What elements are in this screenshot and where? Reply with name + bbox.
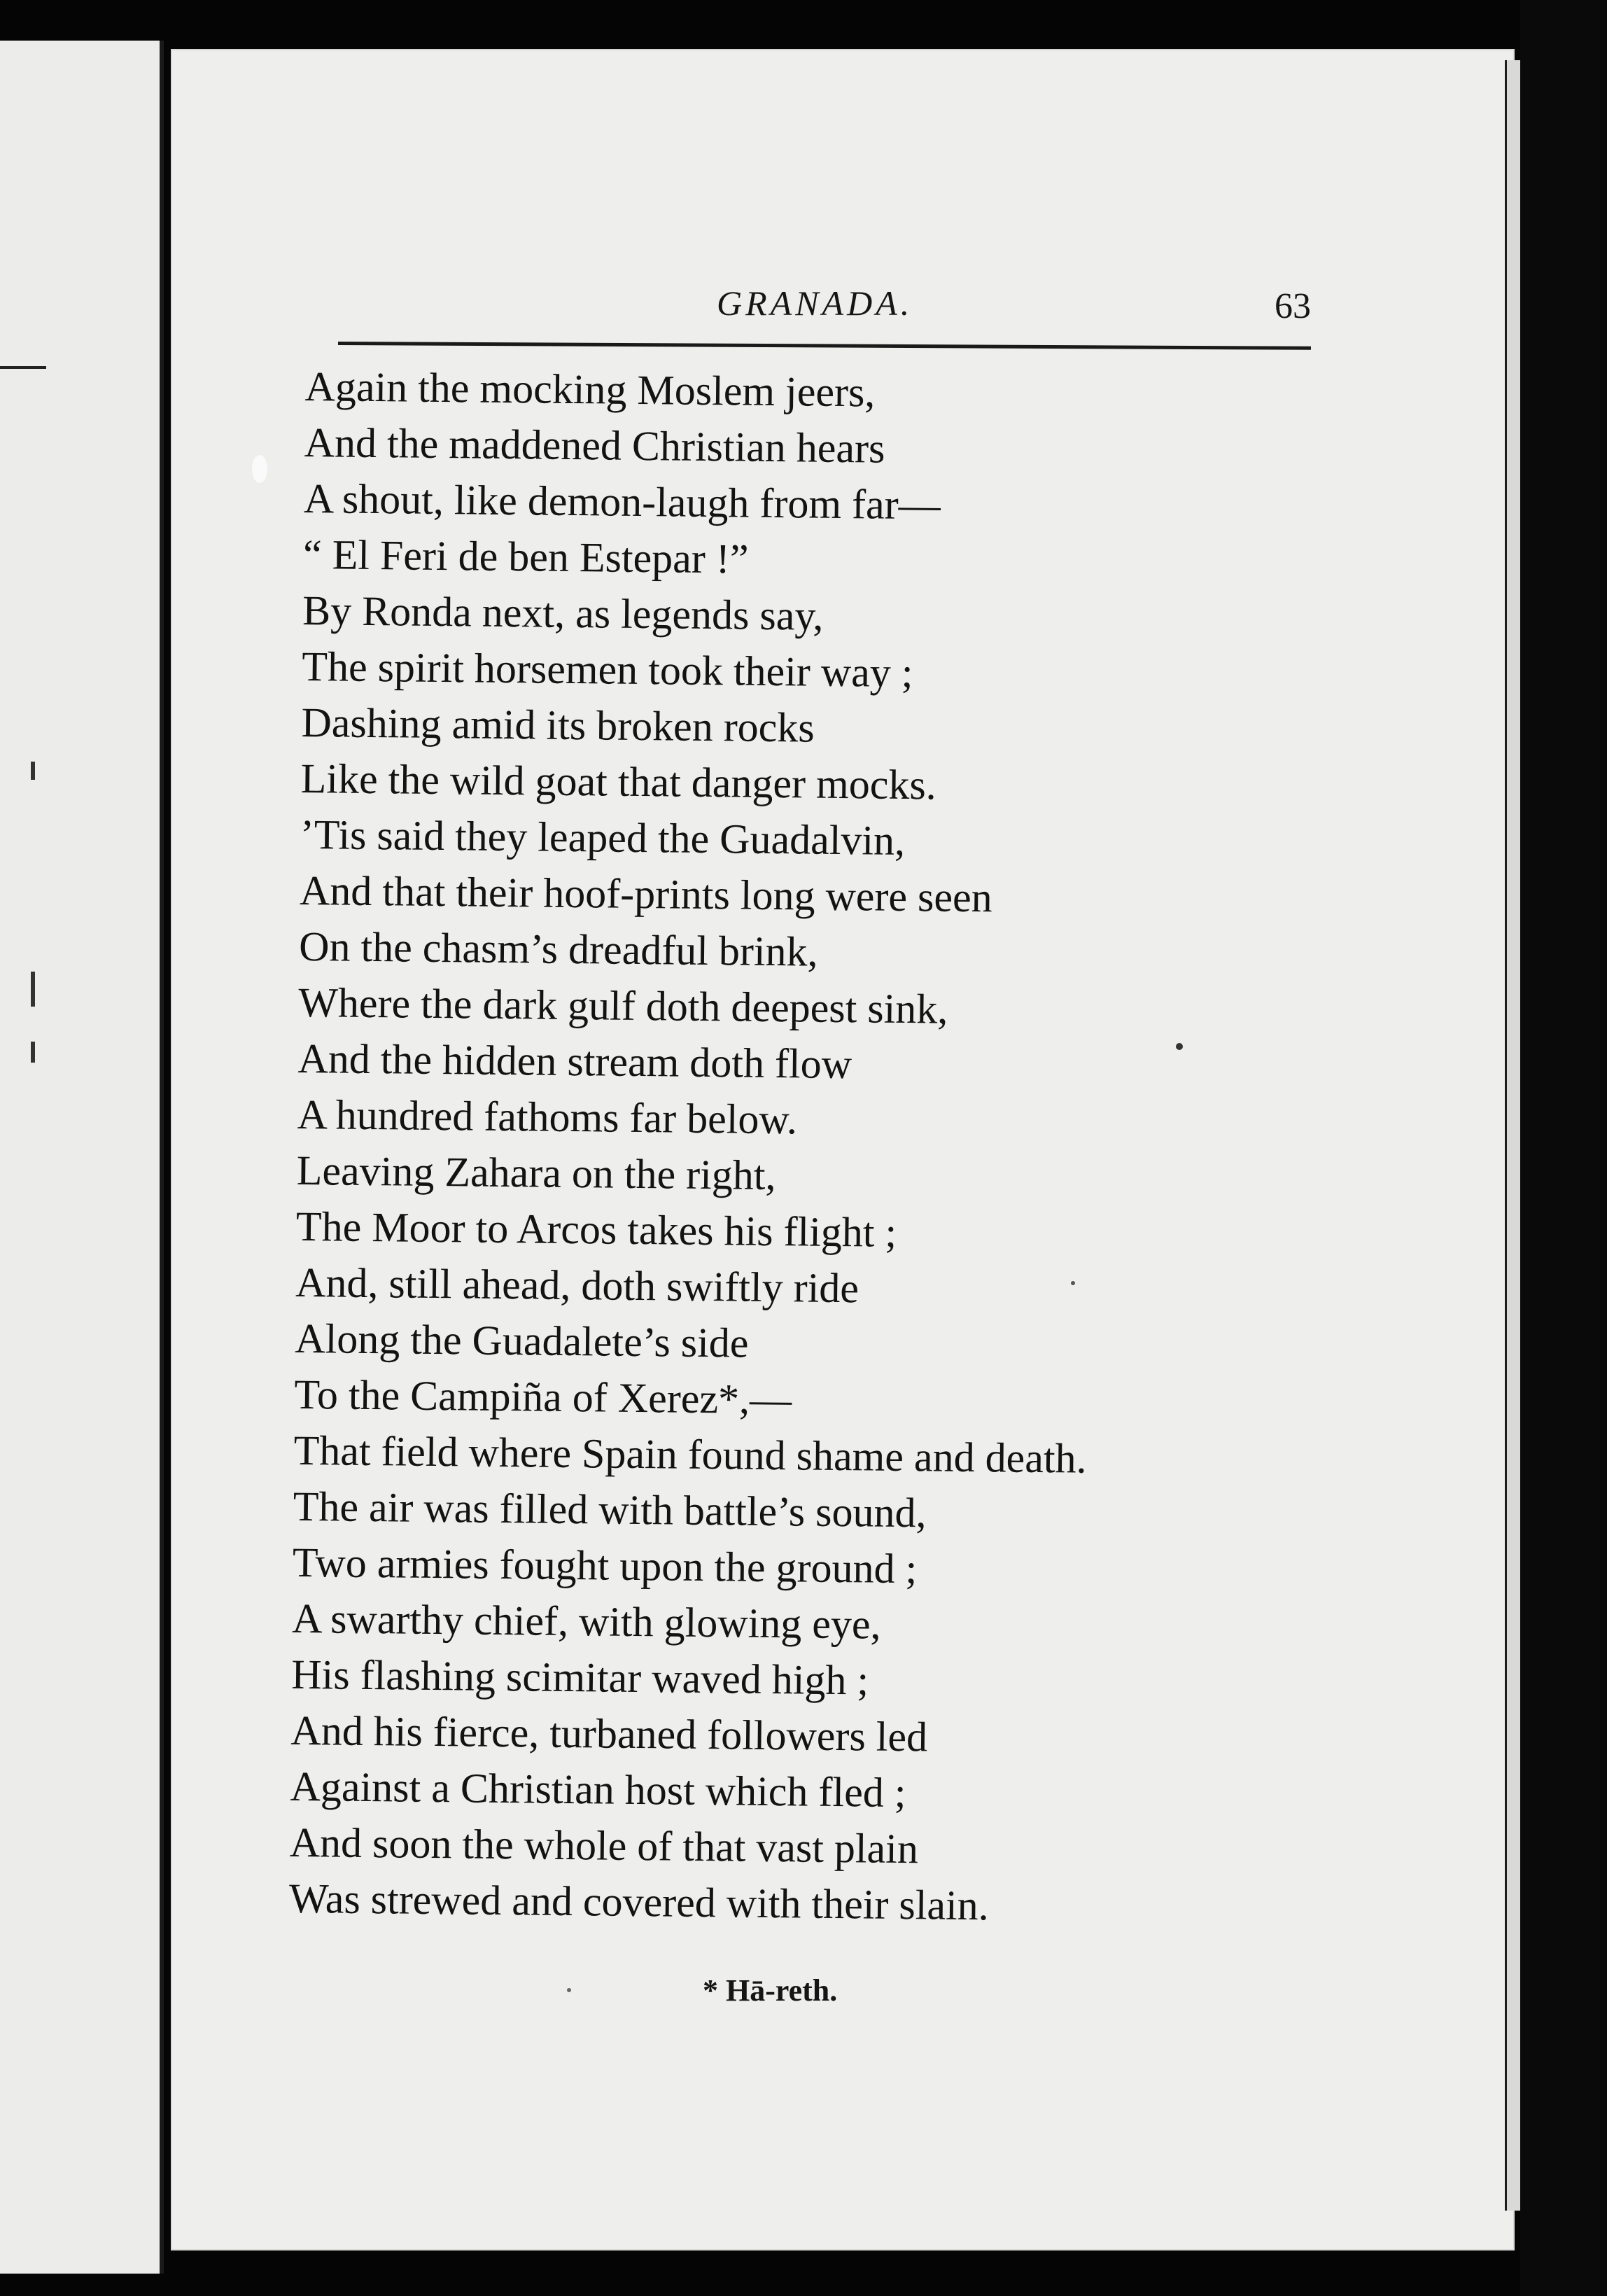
poem-line: That field where Spain found shame and death. xyxy=(293,1427,1087,1482)
poem-line: Was strewed and covered with their slain. xyxy=(288,1875,990,1929)
poem-line: The Moor to Arcos takes his flight ; xyxy=(295,1203,897,1256)
footnote: * Hā-reth. xyxy=(703,1973,838,2008)
poem-line: Along the Guadalete’s side xyxy=(294,1315,749,1366)
header-rule xyxy=(338,342,1311,350)
poem-line: And, still ahead, doth swiftly ride xyxy=(295,1259,859,1312)
poem-line: Leaving Zahara on the right, xyxy=(296,1147,776,1199)
poem-line: And that their hoof-prints long were seen xyxy=(299,867,993,921)
poem-text xyxy=(289,358,1313,1937)
poem-line: The spirit horsemen took their way ; xyxy=(302,643,913,696)
running-title: GRANADA. xyxy=(717,284,913,323)
poem-line: By Ronda next, as legends say, xyxy=(302,587,824,639)
poem-line: Where the dark gulf doth deepest sink, xyxy=(298,979,948,1032)
poem-line: On the chasm’s dreadful brink, xyxy=(298,923,818,975)
poem-line: A swarthy chief, with glowing eye, xyxy=(291,1595,881,1648)
poem-line: The air was filled with battle’s sound, xyxy=(293,1483,927,1536)
previous-page-mark xyxy=(31,1042,35,1063)
poem-line: His flashing scimitar waved high ; xyxy=(290,1651,869,1704)
poem-line: Against a Christian host which fled ; xyxy=(290,1763,906,1816)
poem-line: To the Campiña of Xerez*,— xyxy=(294,1371,792,1423)
poem-line: Dashing amid its broken rocks xyxy=(301,699,815,751)
poem-line: ’Tis said they leaped the Guadalvin, xyxy=(300,811,906,864)
paper-speck xyxy=(252,455,267,483)
poem-line: “ El Feri de ben Estepar !” xyxy=(302,531,749,582)
paper-speck xyxy=(1071,1281,1075,1285)
poem-line: Like the wild goat that danger mocks. xyxy=(300,755,937,808)
previous-page-rule xyxy=(0,366,46,369)
poem-line: And the maddened Christian hears xyxy=(304,419,885,472)
page-number: 63 xyxy=(1275,286,1311,326)
poem-line: Two armies fought upon the ground ; xyxy=(292,1539,918,1592)
previous-page-mark xyxy=(31,972,35,1007)
poem-line: And soon the whole of that vast plain xyxy=(289,1819,919,1872)
poem-line: A hundred fathoms far below. xyxy=(297,1091,798,1143)
paper-speck xyxy=(1176,1043,1183,1050)
previous-page-mark xyxy=(31,762,35,780)
page-header xyxy=(338,283,1311,360)
previous-page-edge xyxy=(0,41,164,2274)
paper-speck xyxy=(567,1988,571,1992)
poem-line: And the hidden stream doth flow xyxy=(297,1035,852,1088)
poem-line: And his fierce, turbaned followers led xyxy=(290,1707,928,1760)
poem-line: Again the mocking Moslem jeers, xyxy=(304,363,876,416)
poem-line: A shout, like demon-laugh from far— xyxy=(303,475,941,528)
scan-margin-right xyxy=(1520,0,1607,2296)
